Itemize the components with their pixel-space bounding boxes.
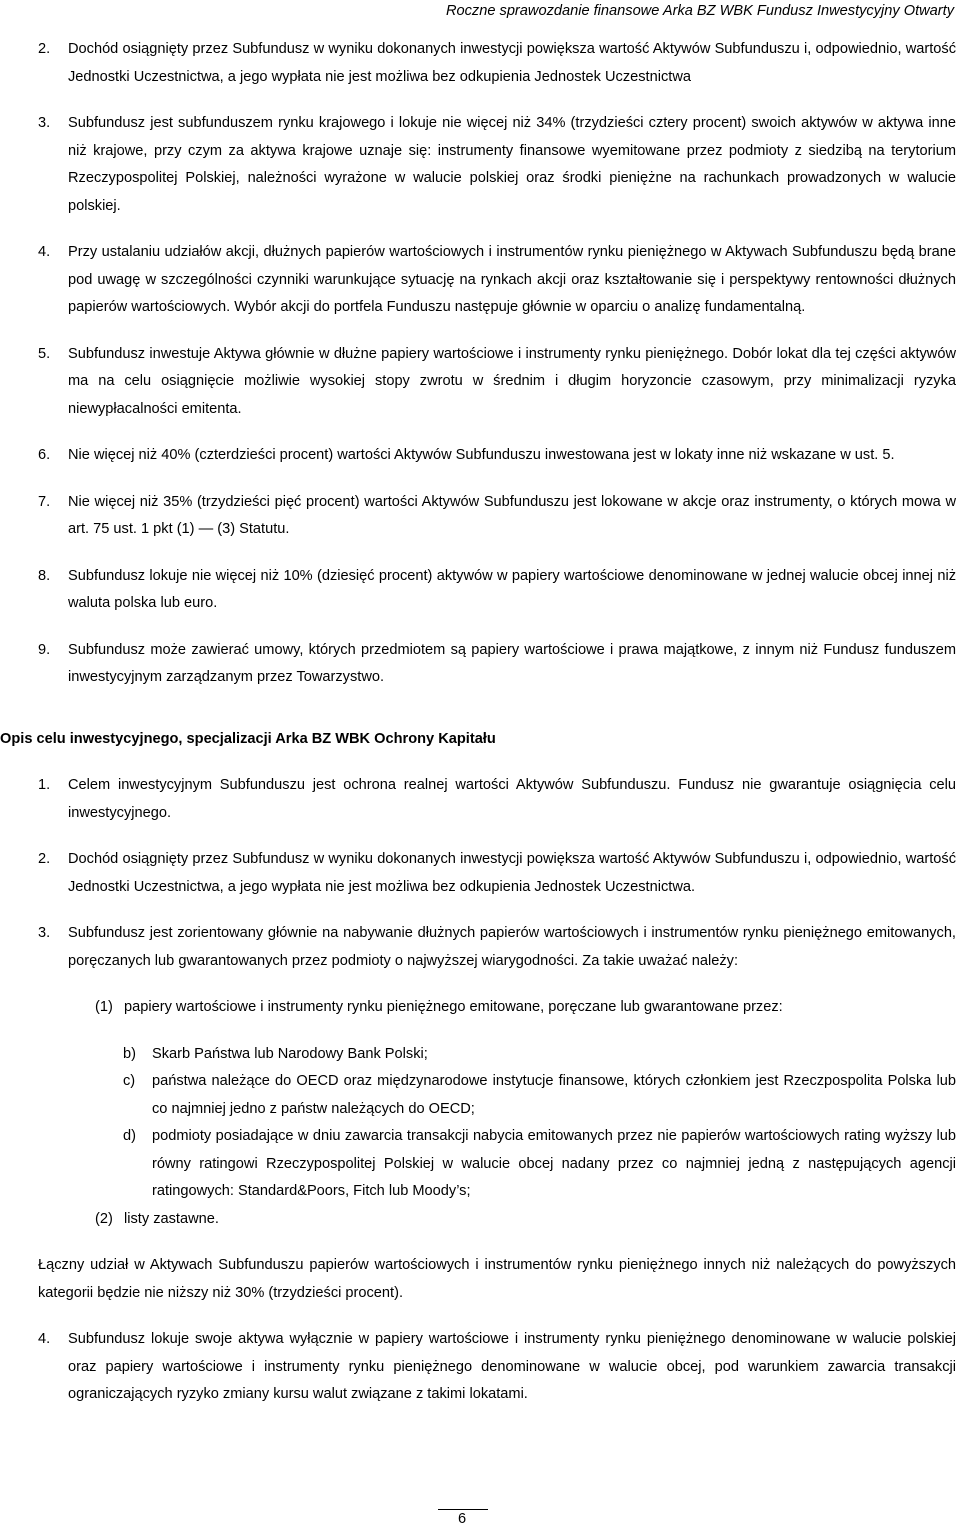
list-item [0,489,960,544]
section-heading: Opis celu inwestycyjnego, specjalizacji Arka BZ WBK Ochrony Kapitału [0,730,496,747]
item-text: Nie więcej niż 40% (czterdzieści procent) wartości Aktywów Subfunduszu inwestowana jest w lokaty inne niż wskazane w ust. 5. [68,447,895,463]
letter-item [0,1068,960,1123]
list-item [0,1326,960,1409]
list-item [0,341,960,424]
item-text: Subfundusz lokuje swoje aktywa wyłącznie w papiery wartościowe i instrumenty rynku pieniężnego denominowane w walucie polskiej oraz papiery wartościowe i instrumenty rynku pieniężnego denominowane w walucie obcej, pod warunkiem zawarcia transakcji ograniczających ryzyko zmiany kursu walut związane z takimi lokatami. [68,1331,956,1402]
item-text: listy zastawne. [124,1210,219,1227]
page-number: 6 [457,1511,467,1527]
footer-divider [438,1509,488,1510]
item-number: (1) [95,999,113,1015]
item-number: 2. [38,41,51,57]
item-number: 5. [38,345,51,362]
item-number: 2. [38,851,51,867]
list-item [0,239,960,322]
item-number: 3. [38,115,51,131]
item-text: Dochód osiągnięty przez Subfundusz w wyniku dokonanych inwestycji powiększa wartość Aktywów Subfunduszu i, odpowiednio, wartość Jednostki Uczestnictwa, a jego wypłata nie jest możliwa bez odkupienia Jednostek Uczestnictwa [68,41,956,85]
item-text: Subfundusz jest zorientowany głównie na nabywanie dłużnych papierów wartościowych i instrumentów rynku pieniężnego emitowanych, poręczanych lub gwarantowanych przez podmioty o najwyższej wiarygodności. Za takie uważać należy: [68,925,956,969]
item-text: Nie więcej niż 35% (trzydzieści pięć procent) wartości Aktywów Subfunduszu jest lokowane w akcje oraz instrumenty, o których mowa w art. 75 ust. 1 pkt (1) — (3) Statutu. [68,493,956,537]
item-text: Subfundusz jest subfunduszem rynku krajowego i lokuje nie więcej niż 34% (trzydzieści cztery procent) swoich aktywów w aktywa inne niż krajowe, przy czym za aktywa krajowe uznaje się: instrumenty finansowe wyemitowane przez podmioty z siedzibą na terytorium Rzeczypospolitej Polskiej, należności wyrażone w walucie polskiej oraz środki pieniężne na rachunkach prowadzonych w walucie polskiej. [68,115,956,214]
item-number: 7. [38,493,51,510]
list-item [0,772,960,827]
item-text: Przy ustalaniu udziałów akcji, dłużnych papierów wartościowych i instrumentów rynku pieniężnego w Aktywach Subfunduszu będą brane pod uwagę w szczególności czynniki warunkujące sytuację na rynkach akcji oraz kształtowanie się i perspektywy rentowności dłużnych papierów wartościowych. Wybór akcji do portfela Funduszu następuje głównie w oparciu o analizę fundamentalną. [68,244,956,315]
list-item [0,846,960,901]
summary-paragraph: Łączny udział w Aktywach Subfunduszu papierów wartościowych i instrumentów rynku pieniężnego innych niż należących do powyższych kategorii będzie nie niższy niż 30% (trzydzieści procent). [38,1257,956,1301]
item-text: Dochód osiągnięty przez Subfundusz w wyniku dokonanych inwestycji powiększa wartość Aktywów Subfunduszu i, odpowiednio, wartość Jednostki Uczestnictwa, a jego wypłata nie jest możliwa bez odkupienia Jednostek Uczestnictwa. [68,851,956,895]
sublist-item [0,994,960,1022]
document-body [0,36,960,1409]
item-text: papiery wartościowe i instrumenty rynku pieniężnego emitowane, poręczane lub gwarantowane przez: [124,999,783,1015]
item-letter: d) [123,1128,136,1144]
item-number: 4. [38,1331,51,1347]
item-number: 6. [38,447,51,463]
item-letter: c) [123,1073,136,1089]
document-header: Roczne sprawozdanie finansowe Arka BZ WBK Fundusz Inwestycyjny Otwarty [445,3,954,19]
list-item [0,920,960,975]
letter-item [0,1041,960,1069]
item-text: Celem inwestycyjnym Subfunduszu jest ochrona realnej wartości Aktywów Subfunduszu. Fundusz nie gwarantuje osiągnięcia celu inwestycyjnego. [68,777,956,821]
item-number: 4. [38,244,51,260]
list-item [0,637,960,692]
item-number: 8. [38,567,51,584]
sublist-item [0,1206,960,1234]
item-text: podmioty posiadające w dniu zawarcia transakcji nabycia emitowanych przez nie papierów wartościowych rating wyższy lub równy ratingowi Rzeczypospolitej Polskiej w walucie obcej nadany przez co najmniej jedną z następujących agencji ratingowych: Standard&Poors, Fitch lub Moody’s; [152,1128,956,1199]
item-number: 1. [38,777,51,793]
list-item [0,36,960,91]
list-item [0,110,960,220]
item-text: Skarb Państwa lub Narodowy Bank Polski; [152,1045,428,1062]
list-item [0,442,960,470]
item-number: 9. [38,641,51,658]
item-number: (2) [95,1210,113,1227]
item-text: Subfundusz lokuje nie więcej niż 10% (dziesięć procent) aktywów w papiery wartościowe denominowane w jednej walucie obcej innej niż waluta polska lub euro. [68,567,956,611]
list-item [0,563,960,618]
item-text: Subfundusz inwestuje Aktywa głównie w dłużne papiery wartościowe i instrumenty rynku pieniężnego. Dobór lokat dla tej części aktywów ma na celu osiągnięcie możliwie wysokiej stopy zwrotu w średnim i długim horyzoncie czasowym, przy minimalizacji ryzyka niewypłacalności emitenta. [68,345,956,417]
item-text: państwa należące do OECD oraz międzynarodowe instytucje finansowe, których członkiem jest Rzeczpospolita Polska lub co najmniej jedno z państw należących do OECD; [152,1073,956,1117]
item-letter: b) [123,1045,136,1062]
item-text: Subfundusz może zawierać umowy, których przedmiotem są papiery wartościowe i prawa majątkowe, z innym niż Fundusz funduszem inwestycyjnym zarządzanym przez Towarzystwo. [68,641,956,685]
letter-item [0,1123,960,1206]
item-number: 3. [38,925,51,941]
